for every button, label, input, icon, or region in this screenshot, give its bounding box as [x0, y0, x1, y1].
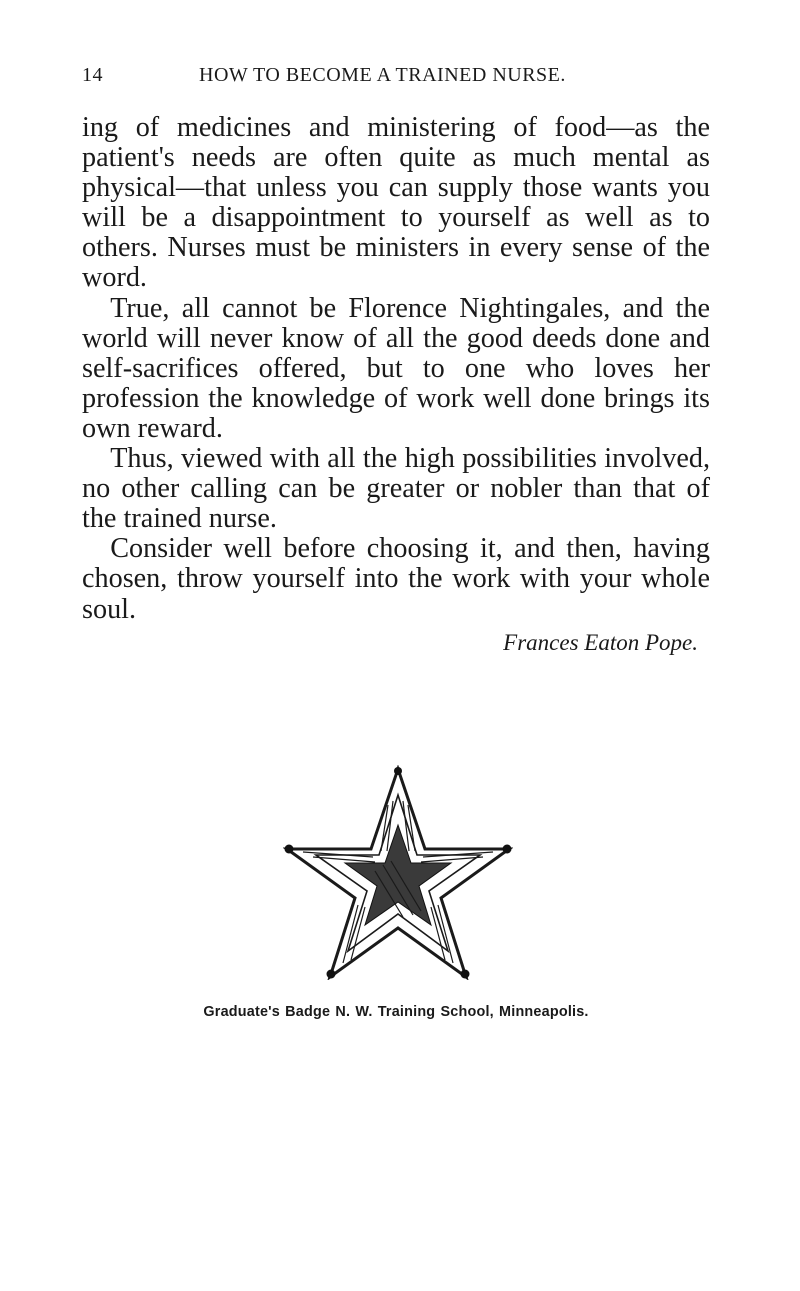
paragraph-4: Consider well before choosing it, and then, having chosen, throw yourself into the work with your whole soul.: [82, 533, 710, 625]
figure-caption: Graduate's Badge N. W. Training School, Minneapolis.: [203, 1004, 589, 1020]
running-head: [82, 64, 722, 86]
author-signature: Frances Eaton Pope.: [503, 630, 698, 655]
page-number: 14: [82, 64, 103, 86]
running-head-title: HOW TO BECOME A TRAINED NURSE.: [199, 64, 566, 86]
paragraph-1: ing of medicines and ministering of food—as the patient's needs are often quite as much mental as physical—that unless you can supply those wants you will be a disappointment to yourself as well as to others. Nurses must be ministers in every sense of the word.: [82, 112, 710, 294]
body-text: [82, 113, 710, 625]
star-badge-illustration: [283, 765, 513, 980]
paragraph-3: Thus, viewed with all the high possibilities involved, no other calling can be greater or nobler than that of the trained nurse.: [82, 443, 710, 535]
paragraph-2: True, all cannot be Florence Nightingales, and the world will never know of all the good deeds done and self-sacrifices offered, but to one who loves her profession the knowledge of work well done brings its own reward.: [82, 292, 710, 444]
